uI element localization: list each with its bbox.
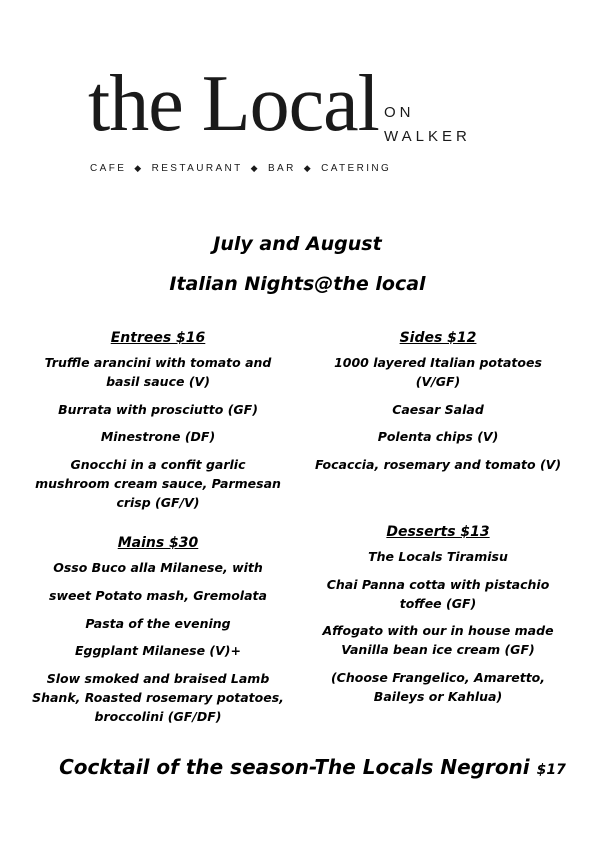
menu-item: sweet Potato mash, Gremolata <box>49 587 267 603</box>
menu-item: Polenta chips (V) <box>377 429 499 445</box>
tagline-bar: BAR <box>267 163 296 174</box>
sides-title: Sides $12 <box>399 330 477 346</box>
tagline-cafe: CAFE <box>90 163 127 174</box>
cocktail-price: $17 <box>536 762 566 778</box>
menu-item: Focaccia, rosemary and tomato (V) <box>314 457 562 472</box>
menu-item: Burrata with prosciutto (GF) <box>58 401 258 417</box>
logo-walker: WALKER <box>384 128 471 145</box>
mains-title: Mains $30 <box>117 535 199 551</box>
logo-on: ON <box>384 104 415 121</box>
menu-item: Minestrone (DF) <box>100 429 216 445</box>
diamond-icon: ◆ <box>250 163 260 173</box>
mains-section <box>32 535 284 735</box>
menu-heading-theme: Italian Nights@the local <box>169 273 426 295</box>
sides-section <box>312 330 564 484</box>
menu-item: Caesar Salad <box>392 401 484 417</box>
cocktail-of-season <box>0 755 595 779</box>
tagline-restaurant: RESTAURANT <box>151 163 243 174</box>
diamond-icon: ◆ <box>134 163 144 173</box>
menu-item: Pasta of the evening <box>85 615 231 631</box>
cocktail-text: Cocktail of the season-The Locals Negroni <box>59 755 530 779</box>
entrees-section <box>32 330 284 521</box>
menu-item: Gnocchi in a confit garlic mushroom cream sauce, Parmesan crisp (GF/V) <box>35 457 281 510</box>
tagline-catering: CATERING <box>321 163 392 174</box>
diamond-icon: ◆ <box>303 163 314 173</box>
logo-wordmark: the Local <box>88 60 379 148</box>
menu-item: 1000 layered Italian potatoes (V/GF) <box>334 355 542 389</box>
entrees-title: Entrees $16 <box>110 330 206 346</box>
menu-item: The Locals Tiramisu <box>368 549 508 564</box>
menu-item: Affogato with our in house made Vanilla bean ice cream (GF) <box>322 623 554 657</box>
restaurant-logo <box>0 0 595 190</box>
menu-item: Slow smoked and braised Lamb Shank, Roasted rosemary potatoes, broccolini (GF/DF) <box>32 671 284 724</box>
logo-tagline <box>90 163 391 174</box>
menu-item: (Choose Frangelico, Amaretto, Baileys or Kahlua) <box>330 669 546 704</box>
menu-item: Truffle arancini with tomato and basil sauce (V) <box>44 355 272 389</box>
desserts-title: Desserts $13 <box>386 524 490 540</box>
menu-item: Osso Buco alla Milanese, with <box>53 560 263 575</box>
menu-heading-dates: July and August <box>213 233 382 255</box>
menu-item: Chai Panna cotta with pistachio toffee (GF) <box>326 576 550 611</box>
menu-item: Eggplant Milanese (V)+ <box>75 643 241 659</box>
desserts-section <box>312 524 564 715</box>
